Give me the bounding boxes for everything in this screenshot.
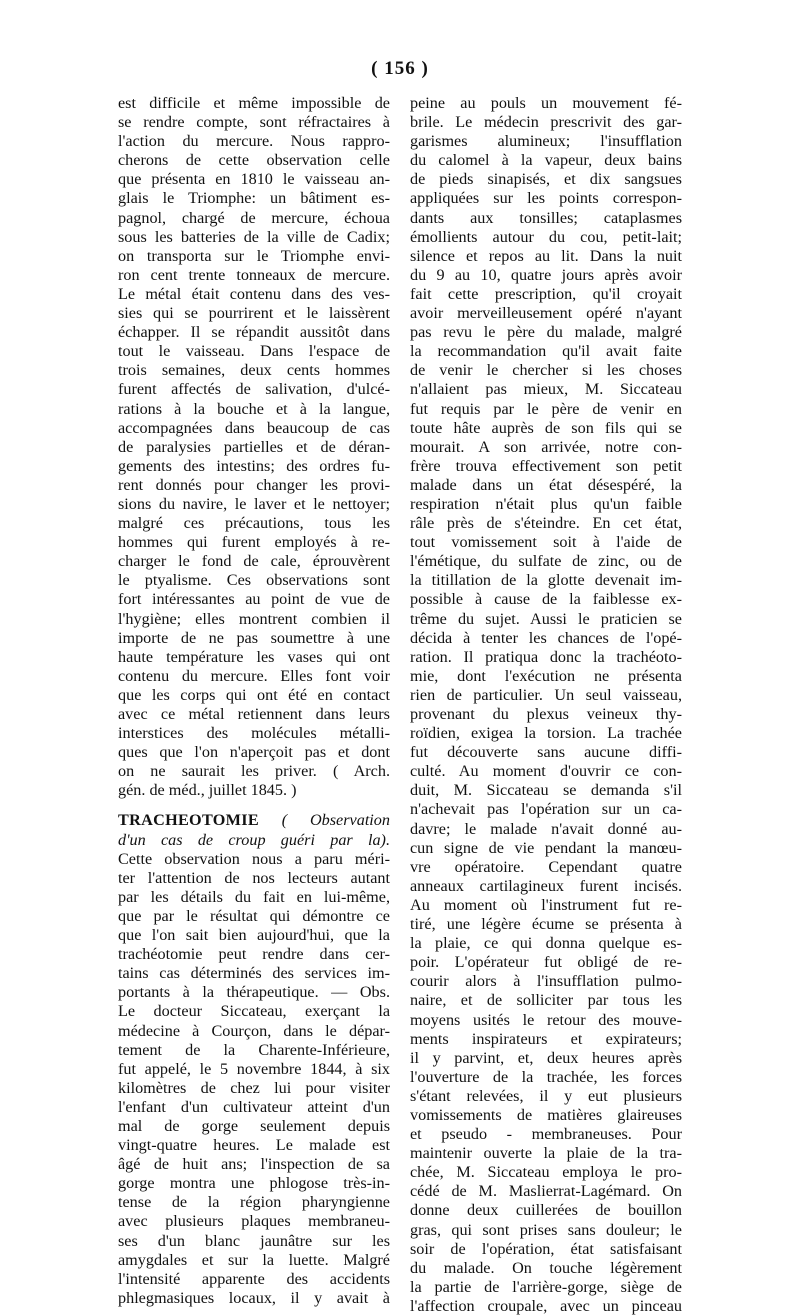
mercury-paragraph <box>118 94 390 800</box>
text-line: trachéotomie peut rendre dans cer- <box>118 945 390 964</box>
text-line: maintenir ouverte la plaie de la tra- <box>410 1144 682 1163</box>
text-line: avoir merveilleusement opéré n'ayant <box>410 304 682 323</box>
text-line: mal de gorge seulement depuis <box>118 1116 390 1135</box>
text-line: tout le vaisseau. Dans l'espace de <box>118 342 390 361</box>
text-line: ter l'attention de nos lecteurs autant <box>118 868 390 887</box>
text-line: par les détails du fait en lui-même, <box>118 887 390 906</box>
page-number: ( 156 ) <box>371 58 429 79</box>
text-line: haute température les vases qui ont <box>118 647 390 666</box>
text-line: Cette observation nous a paru méri- <box>118 849 390 868</box>
text-line: la plaie, ce qui donna quelque es- <box>410 934 682 953</box>
text-line: fut appelé, le 5 novembre 1844, à six <box>118 1059 390 1078</box>
text-line: hommes qui furent employés à re- <box>118 533 390 552</box>
text-line: sies qui se pourrirent et le laissèrent <box>118 304 390 323</box>
text-line: tement de la Charente-Inférieure, <box>118 1040 390 1059</box>
text-line: contenu du mercure. Elles font voir <box>118 666 390 685</box>
text-line: glais le Triomphe: un bâtiment es- <box>118 189 390 208</box>
text-line: l'intensité apparente des accidents <box>118 1269 390 1288</box>
text-line: trême du sujet. Aussi le praticien se <box>410 609 682 628</box>
text-line: culté. Au moment d'ouvrir ce con- <box>410 762 682 781</box>
text-line: pagnol, chargé de mercure, échoua <box>118 208 390 227</box>
text-line: phlegmasiques locaux, il y avait à <box>118 1288 390 1307</box>
text-line: Le docteur Siccateau, exerçant la <box>118 1002 390 1021</box>
text-line: pas revu le père du malade, malgré <box>410 323 682 342</box>
section-gap <box>118 800 390 811</box>
text-line: la partie de l'arrière-gorge, siège de <box>410 1277 682 1296</box>
text-line: duit, M. Siccateau se demanda s'il <box>410 781 682 800</box>
text-line: cherons de cette observation celle <box>118 151 390 170</box>
text-line: fut découverte sans aucune diffi- <box>410 743 682 762</box>
text-line: est difficile et même impossible de <box>118 94 390 112</box>
text-line: sous les batteries de la ville de Cadix; <box>118 227 390 246</box>
text-line: que l'on sait bien aujourd'hui, que la <box>118 926 390 945</box>
text-line: fort intéressantes au point de vue de <box>118 590 390 609</box>
text-line: Le métal était contenu dans des ves- <box>118 284 390 303</box>
text-line: roïdien, exigea la torsion. La trachée <box>410 724 682 743</box>
text-line: l'émétique, du sulfate de zinc, ou de <box>410 552 682 571</box>
text-line: gras, qui sont prises sans douleur; le <box>410 1220 682 1239</box>
text-line: sions du navire, le laver et le nettoyer; <box>118 494 390 513</box>
text-line: décida à tenter les chances de l'opé- <box>410 628 682 647</box>
left-column <box>118 94 390 1308</box>
tracheotomy-paragraph <box>118 850 390 1308</box>
text-line: du calomel à la vapeur, deux bains <box>410 151 682 170</box>
text-line: l'action du mercure. Nous rappro- <box>118 132 390 151</box>
text-line: n'achevait pas l'opération sur un ca- <box>410 800 682 819</box>
text-line: ments inspirateurs et expirateurs; <box>410 1029 682 1048</box>
section-heading-line-2 <box>118 831 390 850</box>
text-line: tiré, une légère écume se présenta à <box>410 915 682 934</box>
text-line: rent donnés pour changer les provi- <box>118 475 390 494</box>
text-line: avec ce métal retiennent dans leurs <box>118 705 390 723</box>
text-line: et pseudo - membraneuses. Pour <box>410 1125 682 1144</box>
text-line: furent affectés de salivation, d'ulcé- <box>118 380 390 399</box>
text-line: ron cent trente tonneaux de mercure. <box>118 265 390 284</box>
text-line: kilomètres de chez lui pour visiter <box>118 1078 390 1097</box>
text-line: naire, et de solliciter par tous les <box>410 991 682 1010</box>
text-line: tains cas déterminés des services im- <box>118 964 390 983</box>
text-line: on ne saurait les priver. ( Arch. <box>118 762 390 781</box>
text-line: courir alors à l'insufflation pulmo- <box>410 972 682 991</box>
text-line: ques que l'on n'aperçoit pas et dont <box>118 743 390 762</box>
text-line: malade dans un état désespéré, la <box>410 475 682 494</box>
text-line: rations à la bouche et à la langue, <box>118 399 390 418</box>
text-line: tout vomissement soit à l'aide de <box>410 533 682 552</box>
text-line: moyens usités le retour des mouve- <box>410 1010 682 1029</box>
text-line: interstices des molécules métalli- <box>118 724 390 743</box>
text-line: rien de particulier. Un seul vaisseau, <box>410 685 682 704</box>
text-line: l'affection croupale, avec un pinceau <box>410 1296 682 1315</box>
text-line: médecine à Courçon, dans le dépar- <box>118 1021 390 1040</box>
text-line: anneaux cartilagineux furent incisés. <box>410 876 682 895</box>
section-heading-subtitle-2: d'un cas de croup guéri par la). <box>118 830 390 849</box>
text-line: se rendre compte, sont réfractaires à <box>118 113 390 132</box>
text-line: émollients autour du cou, petit-lait; <box>410 227 682 246</box>
text-line: ses d'un blanc jaunâtre sur les <box>118 1231 390 1250</box>
text-line: silence et repos au lit. Dans la nuit <box>410 246 682 265</box>
text-line: fut requis par le père de venir en <box>410 399 682 418</box>
text-line: vre opératoire. Cependant quatre <box>410 857 682 876</box>
text-line: le ptyalisme. Ces observations sont <box>118 571 390 590</box>
right-column <box>410 94 682 1316</box>
text-line: râle près de s'éteindre. En cet état, <box>410 514 682 533</box>
text-line: gorge montra une phlogose très-in- <box>118 1174 390 1193</box>
text-line: possible à cause de la faiblesse ex- <box>410 590 682 609</box>
text-line: vomissements de matières glaireuses <box>410 1105 682 1124</box>
text-line: l'ouverture de la trachée, les forces <box>410 1067 682 1086</box>
text-line: on transporta sur le Triomphe envi- <box>118 246 390 265</box>
text-line: davre; le malade n'avait donné au- <box>410 819 682 838</box>
text-line: charger le fond de cale, éprouvèrent <box>118 552 390 571</box>
text-line: de paralysies partielles et de déran- <box>118 437 390 456</box>
text-line: échapper. Il se répandit aussitôt dans <box>118 323 390 342</box>
text-line: poir. L'opérateur fut obligé de re- <box>410 953 682 972</box>
text-line: la recommandation qu'il avait faite <box>410 342 682 361</box>
text-line: du 9 au 10, quatre jours après avoir <box>410 265 682 284</box>
section-heading-subtitle: ( Observation <box>281 811 390 830</box>
text-line: mourait. A son arrivée, notre con- <box>410 437 682 456</box>
text-line: portants à la thérapeutique. — Obs. <box>118 983 390 1002</box>
text-line: de venir le chercher si les choses <box>410 361 682 380</box>
section-heading: TRACHEOTOMIE <box>118 811 259 830</box>
text-line: peine au pouls un mouvement fé- <box>410 94 682 112</box>
text-line: frère trouva effectivement son petit <box>410 456 682 475</box>
text-line: l'enfant d'un cultivateur atteint d'un <box>118 1097 390 1116</box>
text-line: trois semaines, deux cents hommes <box>118 361 390 380</box>
text-line: respiration n'était plus qu'un faible <box>410 494 682 513</box>
text-line: ration. Il pratiqua donc la trachéoto- <box>410 647 682 666</box>
text-line: importe de ne pas soumettre à une <box>118 628 390 647</box>
text-line: malgré ces précautions, tous les <box>118 514 390 533</box>
text-line: la titillation de la glotte devenait im- <box>410 571 682 590</box>
text-line: amygdales et sur la luette. Malgré <box>118 1250 390 1269</box>
text-line: que présenta en 1810 le vaisseau an- <box>118 170 390 189</box>
text-line: brile. Le médecin prescrivit des gar- <box>410 113 682 132</box>
text-line: l'hygiène; elles montrent combien il <box>118 609 390 628</box>
text-line: de pieds sinapisés, et dix sangsues <box>410 170 682 189</box>
text-line: fait cette prescription, qu'il croyait <box>410 284 682 303</box>
text-line: appliquées sur les points correspon- <box>410 189 682 208</box>
text-line: soir de l'opération, état satisfaisant <box>410 1239 682 1258</box>
text-line: vingt-quatre heures. Le malade est <box>118 1136 390 1155</box>
text-line: âgé de huit ans; l'inspection de sa <box>118 1155 390 1174</box>
text-line: chée, M. Siccateau employa le pro- <box>410 1163 682 1182</box>
text-line: n'allaient pas mieux, M. Siccateau <box>410 380 682 399</box>
text-line: que par le résultat qui démontre ce <box>118 906 390 925</box>
text-line: il y parvint, et, deux heures après <box>410 1048 682 1067</box>
text-line: toute hâte auprès de son fils qui se <box>410 418 682 437</box>
text-line: accompagnées dans beaucoup de cas <box>118 418 390 437</box>
text-line: cun signe de vie pendant la manœu- <box>410 838 682 857</box>
text-line: Au moment où l'instrument fut re- <box>410 895 682 914</box>
text-line: cédé de M. Maslierrat-Lagémard. On <box>410 1182 682 1201</box>
text-line: gén. de méd., juillet 1845. ) <box>118 781 297 800</box>
text-line: mie, dont l'exécution ne présenta <box>410 666 682 685</box>
text-line: dants aux tonsilles; cataplasmes <box>410 208 682 227</box>
text-line: s'étant relevées, il y eut plusieurs <box>410 1086 682 1105</box>
section-heading-line <box>118 811 390 830</box>
text-line: avec plusieurs plaques membraneu- <box>118 1212 390 1231</box>
text-line: que les corps qui ont été en contact <box>118 685 390 704</box>
text-line: donne deux cuillerées de bouillon <box>410 1201 682 1220</box>
text-line: garismes alumineux; l'insufflation <box>410 132 682 151</box>
text-line: tense de la région pharyngienne <box>118 1193 390 1212</box>
text-line: provenant du plexus veineux thy- <box>410 705 682 723</box>
text-line: du malade. On touche légèrement <box>410 1258 682 1277</box>
text-line: gements des intestins; des ordres fu- <box>118 456 390 475</box>
